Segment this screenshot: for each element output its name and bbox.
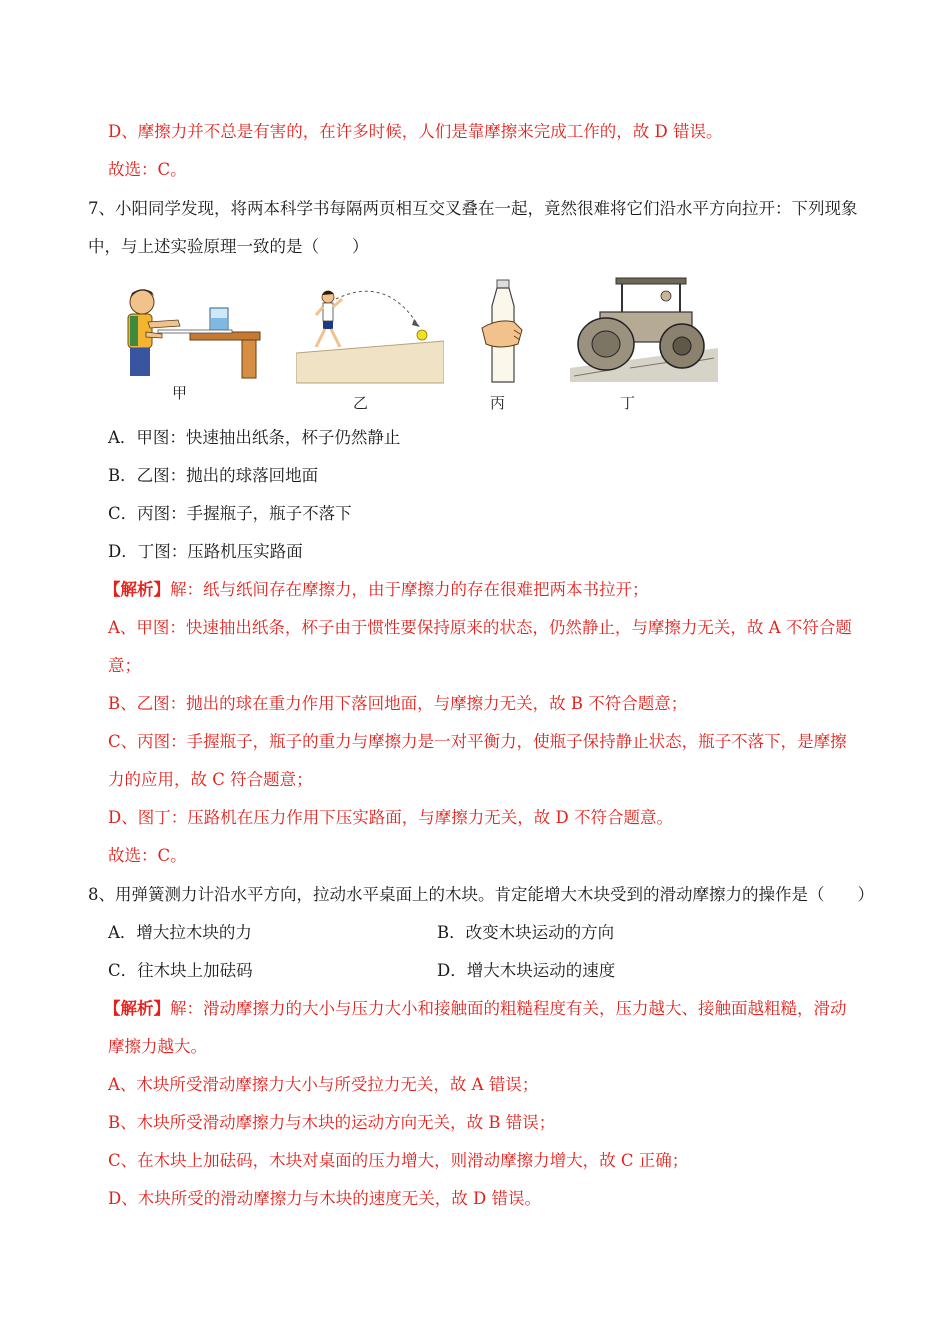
figure-jia-label: 甲 — [172, 384, 188, 402]
q7-analysis-a-line2: 意； — [108, 656, 141, 675]
q6-d-analysis: D、摩擦力并不总是有害的，在许多时候，人们是靠摩擦来完成工作的，故 D 错误。 — [108, 122, 723, 141]
q8-option-d: D．增大木块运动的速度 — [437, 961, 616, 980]
boy-pulling-paper-under-cup-icon — [118, 280, 268, 380]
q8-option-a: A．增大拉木块的力 — [108, 923, 252, 942]
figure-bing — [478, 278, 528, 386]
q7-stem-line2: 中，与上述实验原理一致的是（ ） — [88, 237, 369, 256]
boy-throwing-ball-icon — [296, 285, 444, 385]
q8-option-b: B．改变木块运动的方向 — [437, 923, 615, 942]
figure-yi-label: 乙 — [353, 394, 369, 412]
q8-analysis-a: A、木块所受滑动摩擦力大小与所受拉力无关，故 A 错误； — [108, 1075, 539, 1094]
hand-holding-bottle-icon — [478, 278, 528, 386]
q7-option-d: D．丁图：压路机压实路面 — [108, 542, 303, 561]
q7-analysis-intro — [104, 579, 649, 601]
figure-yi — [296, 285, 444, 385]
road-roller-icon — [570, 272, 718, 384]
q7-stem-line1: 7、小阳同学发现，将两本科学书每隔两页相互交叉叠在一起，竟然很难将它们沿水平方向拉开：下列现象 — [88, 199, 858, 218]
q7-analysis-tag: 【解析】 — [104, 580, 170, 599]
q7-analysis-a-line1: A、甲图：快速抽出纸条，杯子由于惯性要保持原来的状态，仍然静止，与摩擦力无关，故 A 不符合题 — [108, 618, 852, 637]
q7-analysis-c-line1: C、丙图：手握瓶子，瓶子的重力与摩擦力是一对平衡力，使瓶子保持静止状态，瓶子不落下，是摩擦 — [108, 732, 847, 751]
q8-stem: 8、用弹簧测力计沿水平方向，拉动水平桌面上的木块。肯定能增大木块受到的滑动摩擦力的操作是（ ） — [88, 885, 874, 904]
q8-option-c: C．往木块上加砝码 — [108, 961, 253, 980]
figure-bing-label: 丙 — [490, 394, 506, 412]
q7-analysis-intro-text: 解：纸与纸间存在摩擦力，由于摩擦力的存在很难把两本书拉开； — [170, 580, 649, 599]
q7-analysis-c-line2: 力的应用，故 C 符合题意； — [108, 770, 313, 789]
q8-analysis-c: C、在木块上加砝码，木块对桌面的压力增大，则滑动摩擦力增大，故 C 正确； — [108, 1151, 689, 1170]
q7-option-a: A．甲图：快速抽出纸条，杯子仍然静止 — [108, 428, 401, 447]
q8-analysis-line2: 摩擦力越大。 — [108, 1037, 207, 1056]
q8-analysis-line1 — [104, 998, 847, 1020]
q6-answer: 故选：C。 — [108, 160, 187, 179]
q7-option-c: C．丙图：手握瓶子，瓶子不落下 — [108, 504, 352, 523]
q8-analysis-tag: 【解析】 — [104, 999, 170, 1018]
q7-option-b: B．乙图：抛出的球落回地面 — [108, 466, 319, 485]
q8-analysis-b: B、木块所受滑动摩擦力与木块的运动方向无关，故 B 错误； — [108, 1113, 556, 1132]
figure-ding — [570, 272, 718, 384]
q7-analysis-b: B、乙图：抛出的球在重力作用下落回地面，与摩擦力无关，故 B 不符合题意； — [108, 694, 688, 713]
q8-analysis-d: D、木块所受的滑动摩擦力与木块的速度无关，故 D 错误。 — [108, 1189, 541, 1208]
figure-ding-label: 丁 — [620, 394, 636, 412]
figure-jia — [118, 280, 268, 380]
q7-analysis-d: D、图丁：压路机在压力作用下压实路面，与摩擦力无关，故 D 不符合题意。 — [108, 808, 673, 827]
q8-analysis-text: 解：滑动摩擦力的大小与压力大小和接触面的粗糙程度有关，压力越大、接触面越粗糙，滑动 — [170, 999, 847, 1018]
q7-answer: 故选：C。 — [108, 846, 187, 865]
